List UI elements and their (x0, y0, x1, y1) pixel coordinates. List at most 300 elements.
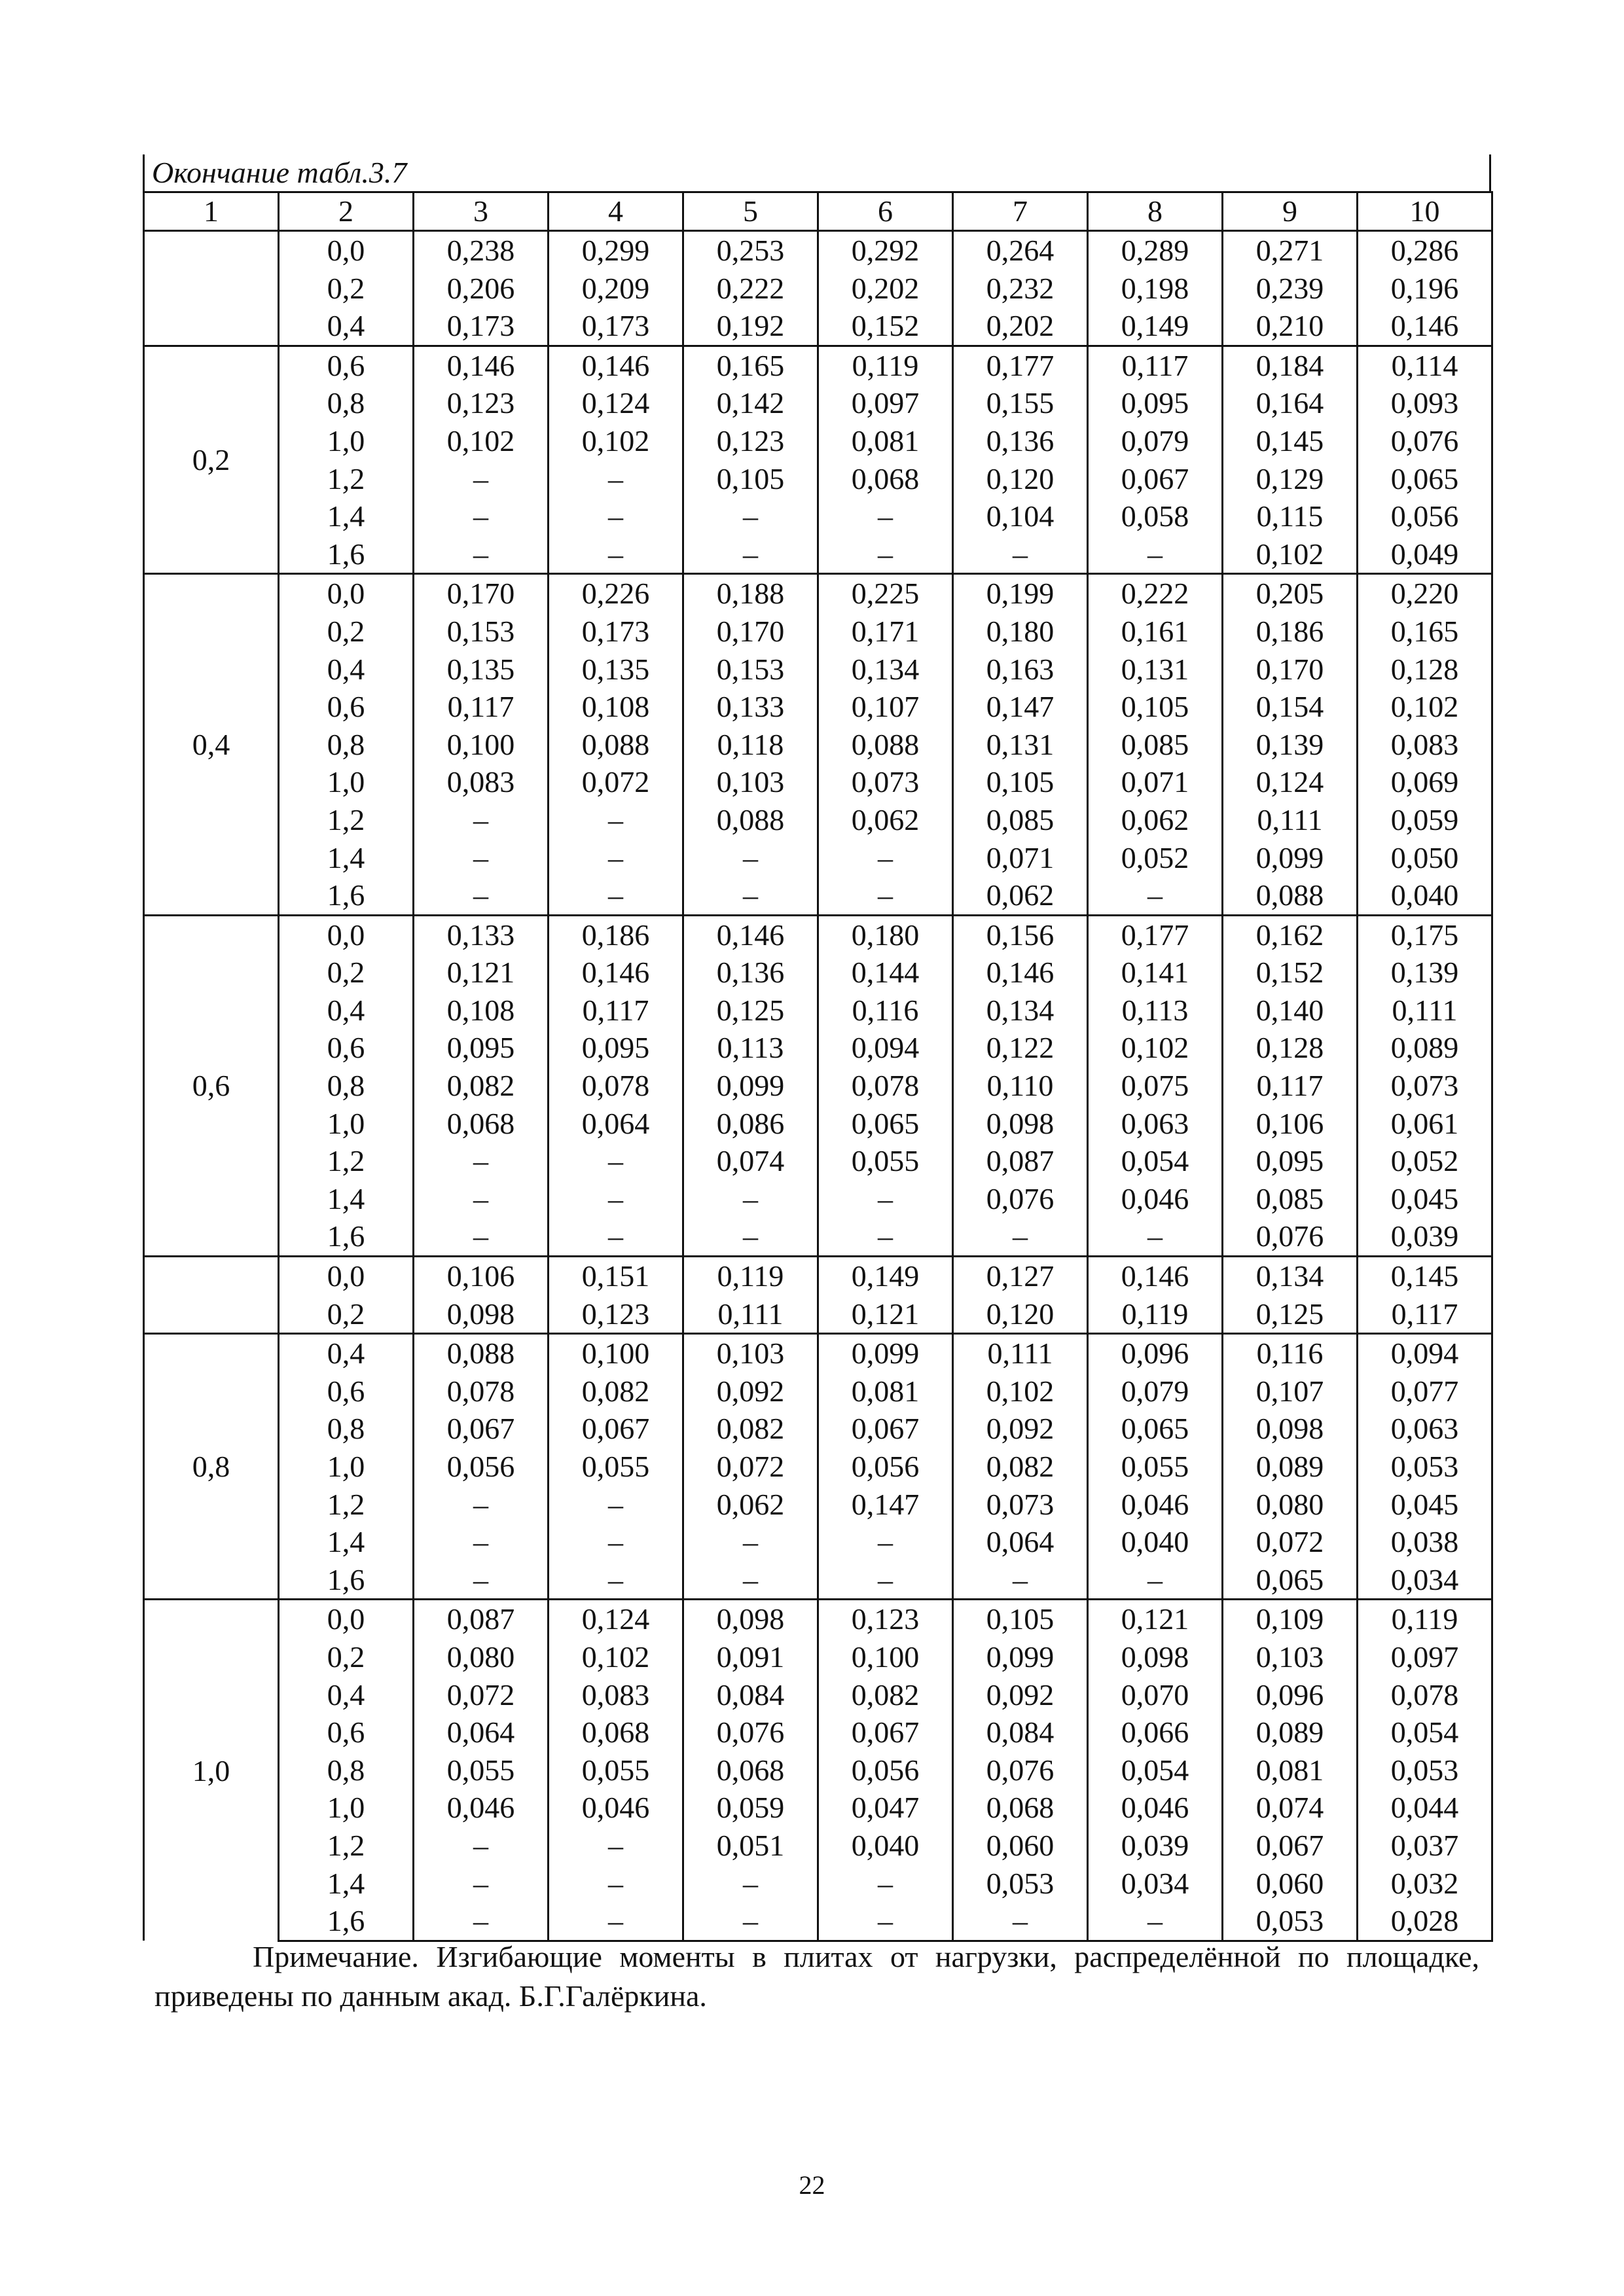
value-cell: 0,085 (953, 801, 1088, 839)
value-cell: 0,103 (683, 1334, 818, 1372)
value-cell: 0,059 (1358, 801, 1492, 839)
header-cell: 10 (1358, 192, 1492, 231)
value-cell: 0,142 (683, 384, 818, 422)
ratio-cell: 0,6 (279, 346, 414, 384)
group-label-cell: 0,6 (144, 915, 279, 1256)
value-cell: 0,140 (1223, 992, 1358, 1030)
value-cell: 0,192 (683, 307, 818, 346)
ratio-cell: 0,8 (279, 726, 414, 764)
value-cell: – (683, 839, 818, 877)
value-cell: – (414, 1180, 549, 1218)
group-label-cell: 0,8 (144, 1334, 279, 1600)
value-cell: 0,039 (1088, 1827, 1223, 1865)
value-cell: 0,058 (1088, 497, 1223, 535)
value-cell: 0,081 (1223, 1751, 1358, 1789)
value-cell: 0,087 (414, 1600, 549, 1638)
value-cell: 0,097 (1358, 1638, 1492, 1676)
value-cell: – (683, 1180, 818, 1218)
table-caption: Окончание табл.3.7 (152, 156, 407, 189)
value-cell: 0,156 (953, 915, 1088, 954)
value-cell: 0,210 (1223, 307, 1358, 346)
value-cell: 0,173 (414, 307, 549, 346)
ratio-cell: 1,6 (279, 535, 414, 574)
ratio-cell: 0,0 (279, 1600, 414, 1638)
value-cell: 0,055 (818, 1142, 953, 1180)
value-cell: 0,186 (549, 915, 683, 954)
value-cell: 0,071 (953, 839, 1088, 877)
table-row (144, 1865, 1492, 1903)
value-cell: 0,125 (683, 992, 818, 1030)
value-cell: 0,149 (1088, 307, 1223, 346)
ratio-cell: 1,0 (279, 1789, 414, 1827)
value-cell: 0,117 (1358, 1295, 1492, 1334)
value-cell: 0,082 (683, 1410, 818, 1448)
value-cell: – (953, 1561, 1088, 1600)
value-cell: 0,051 (683, 1827, 818, 1865)
value-cell: 0,146 (549, 954, 683, 992)
value-cell: 0,120 (953, 460, 1088, 498)
value-cell: – (414, 839, 549, 877)
table-row (144, 1827, 1492, 1865)
value-cell: 0,084 (683, 1676, 818, 1714)
value-cell: 0,144 (818, 954, 953, 992)
value-cell: 0,105 (953, 1600, 1088, 1638)
ratio-cell: 1,2 (279, 460, 414, 498)
value-cell: 0,032 (1358, 1865, 1492, 1903)
value-cell: 0,103 (1223, 1638, 1358, 1676)
table-row (144, 1372, 1492, 1410)
ratio-cell: 0,2 (279, 270, 414, 308)
value-cell: 0,102 (1223, 535, 1358, 574)
value-cell: 0,232 (953, 270, 1088, 308)
value-cell: 0,151 (549, 1257, 683, 1295)
table-row (144, 1713, 1492, 1751)
value-cell: 0,136 (953, 422, 1088, 460)
value-cell: – (818, 1180, 953, 1218)
value-cell: 0,074 (1223, 1789, 1358, 1827)
value-cell: 0,076 (1223, 1217, 1358, 1256)
ratio-cell: 0,8 (279, 1751, 414, 1789)
value-cell: 0,170 (1223, 651, 1358, 689)
ratio-cell: 1,2 (279, 1486, 414, 1524)
ratio-cell: 1,6 (279, 1902, 414, 1941)
value-cell: 0,055 (414, 1751, 549, 1789)
value-cell: 0,209 (549, 270, 683, 308)
value-cell: – (953, 1217, 1088, 1256)
ratio-cell: 1,0 (279, 1105, 414, 1143)
ratio-cell: 1,4 (279, 1180, 414, 1218)
header-cell: 5 (683, 192, 818, 231)
value-cell: 0,075 (1088, 1067, 1223, 1105)
value-cell: 0,095 (1088, 384, 1223, 422)
table-row (144, 422, 1492, 460)
value-cell: – (683, 497, 818, 535)
table-row (144, 1295, 1492, 1334)
value-cell: 0,080 (414, 1638, 549, 1676)
value-cell: 0,056 (1358, 497, 1492, 535)
value-cell: – (414, 876, 549, 915)
value-cell: 0,125 (1223, 1295, 1358, 1334)
value-cell: 0,102 (414, 422, 549, 460)
value-cell: – (414, 1827, 549, 1865)
table-row (144, 1600, 1492, 1638)
table-body (144, 192, 1492, 1941)
value-cell: 0,072 (1223, 1523, 1358, 1561)
value-cell: 0,170 (683, 613, 818, 651)
value-cell: 0,050 (1358, 839, 1492, 877)
value-cell: 0,055 (549, 1751, 683, 1789)
table-row (144, 1638, 1492, 1676)
header-cell: 9 (1223, 192, 1358, 231)
value-cell: – (1088, 535, 1223, 574)
value-cell: 0,061 (1358, 1105, 1492, 1143)
ratio-cell: 1,4 (279, 1865, 414, 1903)
value-cell: – (953, 535, 1088, 574)
value-cell: 0,106 (1223, 1105, 1358, 1143)
value-cell: 0,134 (1223, 1257, 1358, 1295)
group-label-empty-cell (144, 231, 279, 270)
value-cell: 0,292 (818, 231, 953, 270)
value-cell: 0,078 (1358, 1676, 1492, 1714)
ratio-cell: 0,6 (279, 1713, 414, 1751)
value-cell: 0,097 (818, 384, 953, 422)
value-cell: 0,104 (953, 497, 1088, 535)
table-row (144, 1902, 1492, 1941)
table-row (144, 992, 1492, 1030)
value-cell: – (414, 801, 549, 839)
value-cell: 0,145 (1223, 422, 1358, 460)
value-cell: – (1088, 1561, 1223, 1600)
table-row (144, 1751, 1492, 1789)
value-cell: 0,089 (1223, 1713, 1358, 1751)
value-cell: 0,121 (414, 954, 549, 992)
ratio-cell: 0,6 (279, 1029, 414, 1067)
value-cell: 0,115 (1223, 497, 1358, 535)
value-cell: 0,139 (1223, 726, 1358, 764)
value-cell: 0,286 (1358, 231, 1492, 270)
value-cell: 0,076 (1358, 422, 1492, 460)
table-row (144, 839, 1492, 877)
value-cell: 0,089 (1358, 1029, 1492, 1067)
table-row (144, 1676, 1492, 1714)
value-cell: 0,065 (1088, 1410, 1223, 1448)
value-cell: 0,098 (683, 1600, 818, 1638)
value-cell: 0,092 (953, 1410, 1088, 1448)
value-cell: 0,118 (683, 726, 818, 764)
value-cell: 0,123 (818, 1600, 953, 1638)
value-cell: 0,119 (818, 346, 953, 384)
value-cell: 0,121 (818, 1295, 953, 1334)
value-cell: 0,162 (1223, 915, 1358, 954)
ratio-cell: 0,4 (279, 992, 414, 1030)
table-row (144, 307, 1492, 346)
value-cell: 0,062 (1088, 801, 1223, 839)
page-number: 22 (799, 2170, 825, 2200)
value-cell: 0,098 (1223, 1410, 1358, 1448)
value-cell: – (549, 535, 683, 574)
value-cell: 0,040 (1088, 1523, 1223, 1561)
value-cell: – (818, 1865, 953, 1903)
value-cell: – (549, 801, 683, 839)
ratio-cell: 1,4 (279, 839, 414, 877)
value-cell: 0,092 (953, 1676, 1088, 1714)
value-cell: 0,186 (1223, 613, 1358, 651)
value-cell: 0,127 (953, 1257, 1088, 1295)
value-cell: – (818, 1217, 953, 1256)
ratio-cell: 0,4 (279, 307, 414, 346)
value-cell: 0,116 (1223, 1334, 1358, 1372)
ratio-cell: 1,6 (279, 1217, 414, 1256)
table-row (144, 651, 1492, 689)
table-row (144, 1334, 1492, 1372)
group-label-empty-cell (144, 270, 279, 308)
value-cell: 0,134 (818, 651, 953, 689)
value-cell: 0,053 (1223, 1902, 1358, 1941)
value-cell: 0,056 (818, 1448, 953, 1486)
value-cell: 0,070 (1088, 1676, 1223, 1714)
table-row (144, 1067, 1492, 1105)
value-cell: 0,052 (1358, 1142, 1492, 1180)
value-cell: 0,063 (1358, 1410, 1492, 1448)
value-cell: 0,239 (1223, 270, 1358, 308)
value-cell: 0,071 (1088, 763, 1223, 801)
table-row (144, 231, 1492, 270)
value-cell: – (414, 1142, 549, 1180)
value-cell: 0,124 (1223, 763, 1358, 801)
value-cell: 0,088 (818, 726, 953, 764)
table-row (144, 876, 1492, 915)
value-cell: – (1088, 1902, 1223, 1941)
header-cell: 4 (549, 192, 683, 231)
value-cell: 0,064 (953, 1523, 1088, 1561)
value-cell: 0,136 (683, 954, 818, 992)
value-cell: 0,040 (818, 1827, 953, 1865)
ratio-cell: 0,2 (279, 1295, 414, 1334)
value-cell: – (414, 460, 549, 498)
value-cell: 0,117 (1088, 346, 1223, 384)
value-cell: 0,124 (549, 1600, 683, 1638)
value-cell: 0,113 (683, 1029, 818, 1067)
value-cell: 0,056 (414, 1448, 549, 1486)
value-cell: 0,205 (1223, 574, 1358, 613)
value-cell: 0,173 (549, 307, 683, 346)
value-cell: 0,111 (1223, 801, 1358, 839)
group-label-cell: 1,0 (144, 1600, 279, 1941)
value-cell: 0,149 (818, 1257, 953, 1295)
value-cell: 0,161 (1088, 613, 1223, 651)
value-cell: 0,063 (1088, 1105, 1223, 1143)
value-cell: – (549, 1561, 683, 1600)
ratio-cell: 1,2 (279, 1142, 414, 1180)
value-cell: 0,079 (1088, 1372, 1223, 1410)
value-cell: 0,096 (1088, 1334, 1223, 1372)
table-row (144, 1257, 1492, 1295)
value-cell: 0,152 (818, 307, 953, 346)
value-cell: – (549, 1217, 683, 1256)
value-cell: 0,082 (414, 1067, 549, 1105)
value-cell: 0,146 (683, 915, 818, 954)
value-cell: 0,199 (953, 574, 1088, 613)
value-cell: 0,145 (1358, 1257, 1492, 1295)
ratio-cell: 1,6 (279, 876, 414, 915)
value-cell: 0,078 (414, 1372, 549, 1410)
value-cell: 0,289 (1088, 231, 1223, 270)
table-row (144, 801, 1492, 839)
group-label-cell: 0,4 (144, 574, 279, 915)
value-cell: 0,092 (683, 1372, 818, 1410)
value-cell: 0,102 (549, 422, 683, 460)
value-cell: 0,085 (1223, 1180, 1358, 1218)
value-cell: 0,046 (1088, 1486, 1223, 1524)
value-cell: 0,078 (818, 1067, 953, 1105)
ratio-cell: 1,0 (279, 1448, 414, 1486)
value-cell: 0,052 (1088, 839, 1223, 877)
header-cell: 7 (953, 192, 1088, 231)
value-cell: – (549, 497, 683, 535)
value-cell: 0,046 (549, 1789, 683, 1827)
value-cell: 0,165 (683, 346, 818, 384)
value-cell: 0,188 (683, 574, 818, 613)
value-cell: 0,037 (1358, 1827, 1492, 1865)
value-cell: – (414, 1486, 549, 1524)
value-cell: 0,122 (953, 1029, 1088, 1067)
value-cell: 0,072 (414, 1676, 549, 1714)
ratio-cell: 0,6 (279, 688, 414, 726)
value-cell: 0,098 (953, 1105, 1088, 1143)
value-cell: 0,088 (683, 801, 818, 839)
value-cell: 0,105 (953, 763, 1088, 801)
ratio-cell: 0,4 (279, 651, 414, 689)
value-cell: 0,102 (549, 1638, 683, 1676)
ratio-cell: 1,2 (279, 801, 414, 839)
value-cell: 0,084 (953, 1713, 1088, 1751)
value-cell: 0,055 (549, 1448, 683, 1486)
ratio-cell: 0,6 (279, 1372, 414, 1410)
value-cell: 0,067 (818, 1713, 953, 1751)
value-cell: 0,046 (1088, 1180, 1223, 1218)
ratio-cell: 0,2 (279, 613, 414, 651)
value-cell: 0,170 (414, 574, 549, 613)
value-cell: – (818, 1902, 953, 1941)
group-label-empty-cell (144, 1257, 279, 1295)
value-cell: 0,034 (1358, 1561, 1492, 1600)
ratio-cell: 0,0 (279, 231, 414, 270)
value-cell: 0,040 (1358, 876, 1492, 915)
value-cell: 0,225 (818, 574, 953, 613)
value-cell: 0,196 (1358, 270, 1492, 308)
value-cell: 0,164 (1223, 384, 1358, 422)
table-note: Примечание. Изгибающие моменты в плитах от нагрузки, распределённой по площадке, приведены по данным акад. Б.Г.Галёркина. (154, 1940, 1479, 2013)
value-cell: 0,082 (549, 1372, 683, 1410)
value-cell: 0,299 (549, 231, 683, 270)
value-cell: 0,082 (953, 1448, 1088, 1486)
value-cell: 0,133 (414, 915, 549, 954)
group-label-empty-cell (144, 1295, 279, 1334)
value-cell: – (683, 1561, 818, 1600)
table-row (144, 1029, 1492, 1067)
value-cell: 0,095 (1223, 1142, 1358, 1180)
table-row (144, 1789, 1492, 1827)
value-cell: – (414, 1902, 549, 1941)
value-cell: 0,098 (1088, 1638, 1223, 1676)
value-cell: 0,053 (1358, 1751, 1492, 1789)
value-cell: 0,073 (1358, 1067, 1492, 1105)
value-cell: – (414, 1217, 549, 1256)
value-cell: 0,083 (1358, 726, 1492, 764)
value-cell: 0,095 (549, 1029, 683, 1067)
value-cell: 0,253 (683, 231, 818, 270)
value-cell: – (414, 535, 549, 574)
value-cell: 0,064 (549, 1105, 683, 1143)
value-cell: 0,155 (953, 384, 1088, 422)
value-cell: 0,045 (1358, 1180, 1492, 1218)
value-cell: 0,226 (549, 574, 683, 613)
value-cell: 0,202 (818, 270, 953, 308)
value-cell: 0,083 (549, 1676, 683, 1714)
value-cell: 0,072 (683, 1448, 818, 1486)
value-cell: 0,133 (683, 688, 818, 726)
value-cell: 0,094 (818, 1029, 953, 1067)
value-cell: 0,105 (1088, 688, 1223, 726)
value-cell: 0,068 (549, 1713, 683, 1751)
value-cell: 0,131 (953, 726, 1088, 764)
value-cell: 0,089 (1223, 1448, 1358, 1486)
header-cell: 6 (818, 192, 953, 231)
value-cell: 0,062 (818, 801, 953, 839)
value-cell: 0,096 (1223, 1676, 1358, 1714)
value-cell: 0,128 (1223, 1029, 1358, 1067)
header-row (144, 192, 1492, 231)
value-cell: 0,117 (1223, 1067, 1358, 1105)
value-cell: 0,121 (1088, 1600, 1223, 1638)
ratio-cell: 0,8 (279, 1067, 414, 1105)
value-cell: – (549, 460, 683, 498)
value-cell: – (549, 1523, 683, 1561)
value-cell: 0,131 (1088, 651, 1223, 689)
value-cell: 0,091 (683, 1638, 818, 1676)
value-cell: 0,049 (1358, 535, 1492, 574)
ratio-cell: 0,2 (279, 1638, 414, 1676)
value-cell: 0,114 (1358, 346, 1492, 384)
value-cell: 0,116 (818, 992, 953, 1030)
table-row (144, 915, 1492, 954)
value-cell: 0,065 (818, 1105, 953, 1143)
value-cell: 0,053 (1358, 1448, 1492, 1486)
value-cell: 0,069 (1358, 763, 1492, 801)
value-cell: 0,068 (953, 1789, 1088, 1827)
value-cell: 0,088 (414, 1334, 549, 1372)
value-cell: 0,106 (414, 1257, 549, 1295)
value-cell: – (683, 1902, 818, 1941)
value-cell: – (549, 1865, 683, 1903)
value-cell: 0,034 (1088, 1865, 1223, 1903)
value-cell: 0,202 (953, 307, 1088, 346)
value-cell: 0,152 (1223, 954, 1358, 992)
value-cell: 0,134 (953, 992, 1088, 1030)
table-row (144, 346, 1492, 384)
value-cell: – (549, 1827, 683, 1865)
value-cell: 0,038 (1358, 1523, 1492, 1561)
value-cell: 0,065 (1223, 1561, 1358, 1600)
value-cell: 0,180 (953, 613, 1088, 651)
value-cell: 0,068 (414, 1105, 549, 1143)
table-row (144, 954, 1492, 992)
value-cell: 0,123 (549, 1295, 683, 1334)
value-cell: 0,153 (683, 651, 818, 689)
value-cell: 0,222 (683, 270, 818, 308)
table-row (144, 270, 1492, 308)
value-cell: 0,171 (818, 613, 953, 651)
